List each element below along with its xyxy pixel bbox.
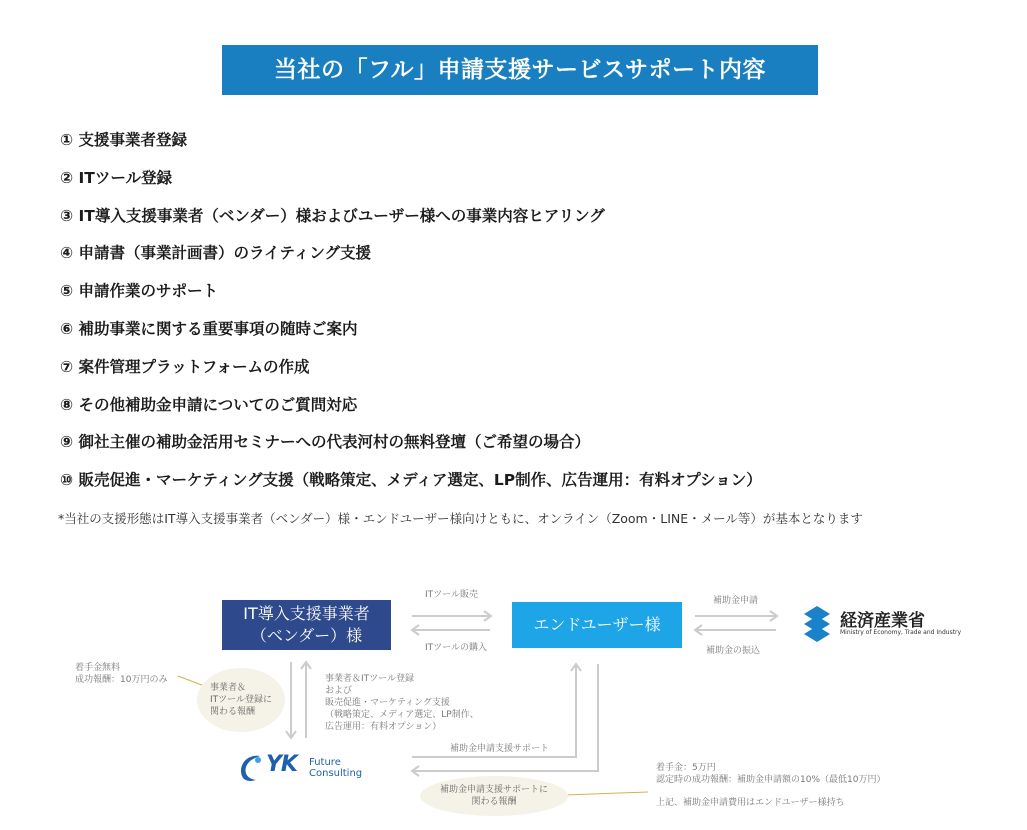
page-title: 当社の「フル」申請支援サービスサポート内容 xyxy=(222,45,818,95)
label-support: 補助金申請支援サポート xyxy=(450,744,550,754)
support-note: *当社の支援形態はIT導入支援事業者（ベンダー）様・エンドユーザー様向けともに、オンライン（Zoom・LINE・メール等）が基本となります xyxy=(58,511,863,526)
meti-english-name: Ministry of Economy, Trade and Industry xyxy=(840,629,962,636)
end-user-box xyxy=(512,602,682,648)
service-item: ③ IT導入支援事業者（ベンダー）様およびユーザー様への事業内容ヒアリング xyxy=(60,206,605,225)
meti-emblem-icon xyxy=(800,604,834,642)
label-subsidy-application: 補助金申請 xyxy=(713,596,759,606)
vendor-label-line2: （ベンダー）様 xyxy=(250,626,363,645)
user-reward-line1: 補助金申請支援サポートに xyxy=(439,785,548,795)
yk-swoosh-icon xyxy=(236,752,266,784)
user-reward-line2: 関わる報酬 xyxy=(471,797,517,807)
vendor-label-line1: IT導入支援事業者 xyxy=(243,604,370,623)
service-item: ⑤ 申請作業のサポート xyxy=(60,282,219,301)
label-it-tool-sales: ITツール販売 xyxy=(425,590,478,600)
services-line5: 広告運用：有料オプション） xyxy=(325,722,442,732)
user-fee-note: 上記、補助金申請費用はエンドユーザー様持ち xyxy=(656,798,845,808)
user-fee-text xyxy=(656,762,885,786)
service-item: ⑩ 販売促進・マーケティング支援（戦略策定、メディア選定、LP制作、広告運用：有料オプション） xyxy=(60,471,762,490)
yk-sub-line1: Future xyxy=(309,757,341,768)
vendor-reward-line3: 関わる報酬 xyxy=(210,707,256,717)
yk-sub-line2: Consulting xyxy=(309,768,363,779)
service-item: ① 支援事業者登録 xyxy=(60,131,188,149)
end-user-label: エンドユーザー様 xyxy=(533,615,661,634)
vendor-fee-line1: 着手金無料 xyxy=(75,663,121,673)
user-fee-line1: 着手金：5万円 xyxy=(656,763,716,773)
services-line3: 販売促進・マーケティング支援 xyxy=(325,698,450,708)
vendor-fee-text xyxy=(75,662,167,686)
service-item: ⑨ 御社主催の補助金活用セミナーへの代表河村の無料登壇（ご希望の場合） xyxy=(60,433,591,452)
services-line4: （戦略策定、メディア選定、LP制作、 xyxy=(325,710,479,720)
label-it-tool-purchase: ITツールの購入 xyxy=(425,643,487,653)
vendor-reward-oval xyxy=(197,668,285,732)
service-item: ⑦ 案件管理プラットフォームの作成 xyxy=(60,357,310,376)
user-reward-oval xyxy=(420,776,568,816)
connector-user-fee xyxy=(565,792,648,795)
yk-logo-subtext xyxy=(309,757,362,779)
vendor-reward-line2: ITツール登録に xyxy=(210,695,272,705)
service-item: ④ 申請書（事業計画書）のライティング支援 xyxy=(60,244,372,263)
services-line1: 事業者＆ITツール登録 xyxy=(325,674,414,684)
service-item: ⑥ 補助事業に関する重要事項の随時ご案内 xyxy=(60,319,358,338)
vendor-fee-line2: 成功報酬：10万円のみ xyxy=(75,675,168,685)
label-subsidy-payment: 補助金の振込 xyxy=(706,646,761,656)
meti-name: 経済産業省 xyxy=(840,611,925,631)
service-item: ② ITツール登録 xyxy=(60,168,173,187)
service-item: ⑧ その他補助金申請についてのご質問対応 xyxy=(60,395,358,414)
meti-logo xyxy=(800,604,960,644)
vendor-reward-line1: 事業者＆ xyxy=(210,683,247,693)
yk-logo xyxy=(236,752,386,788)
user-fee-line2: 認定時の成功報酬：補助金申請額の10%（最低10万円） xyxy=(656,775,886,785)
services-line2: および xyxy=(325,686,353,696)
services-text xyxy=(325,673,479,733)
vendor-box xyxy=(222,600,391,650)
yk-logo-text: YK xyxy=(266,752,297,777)
